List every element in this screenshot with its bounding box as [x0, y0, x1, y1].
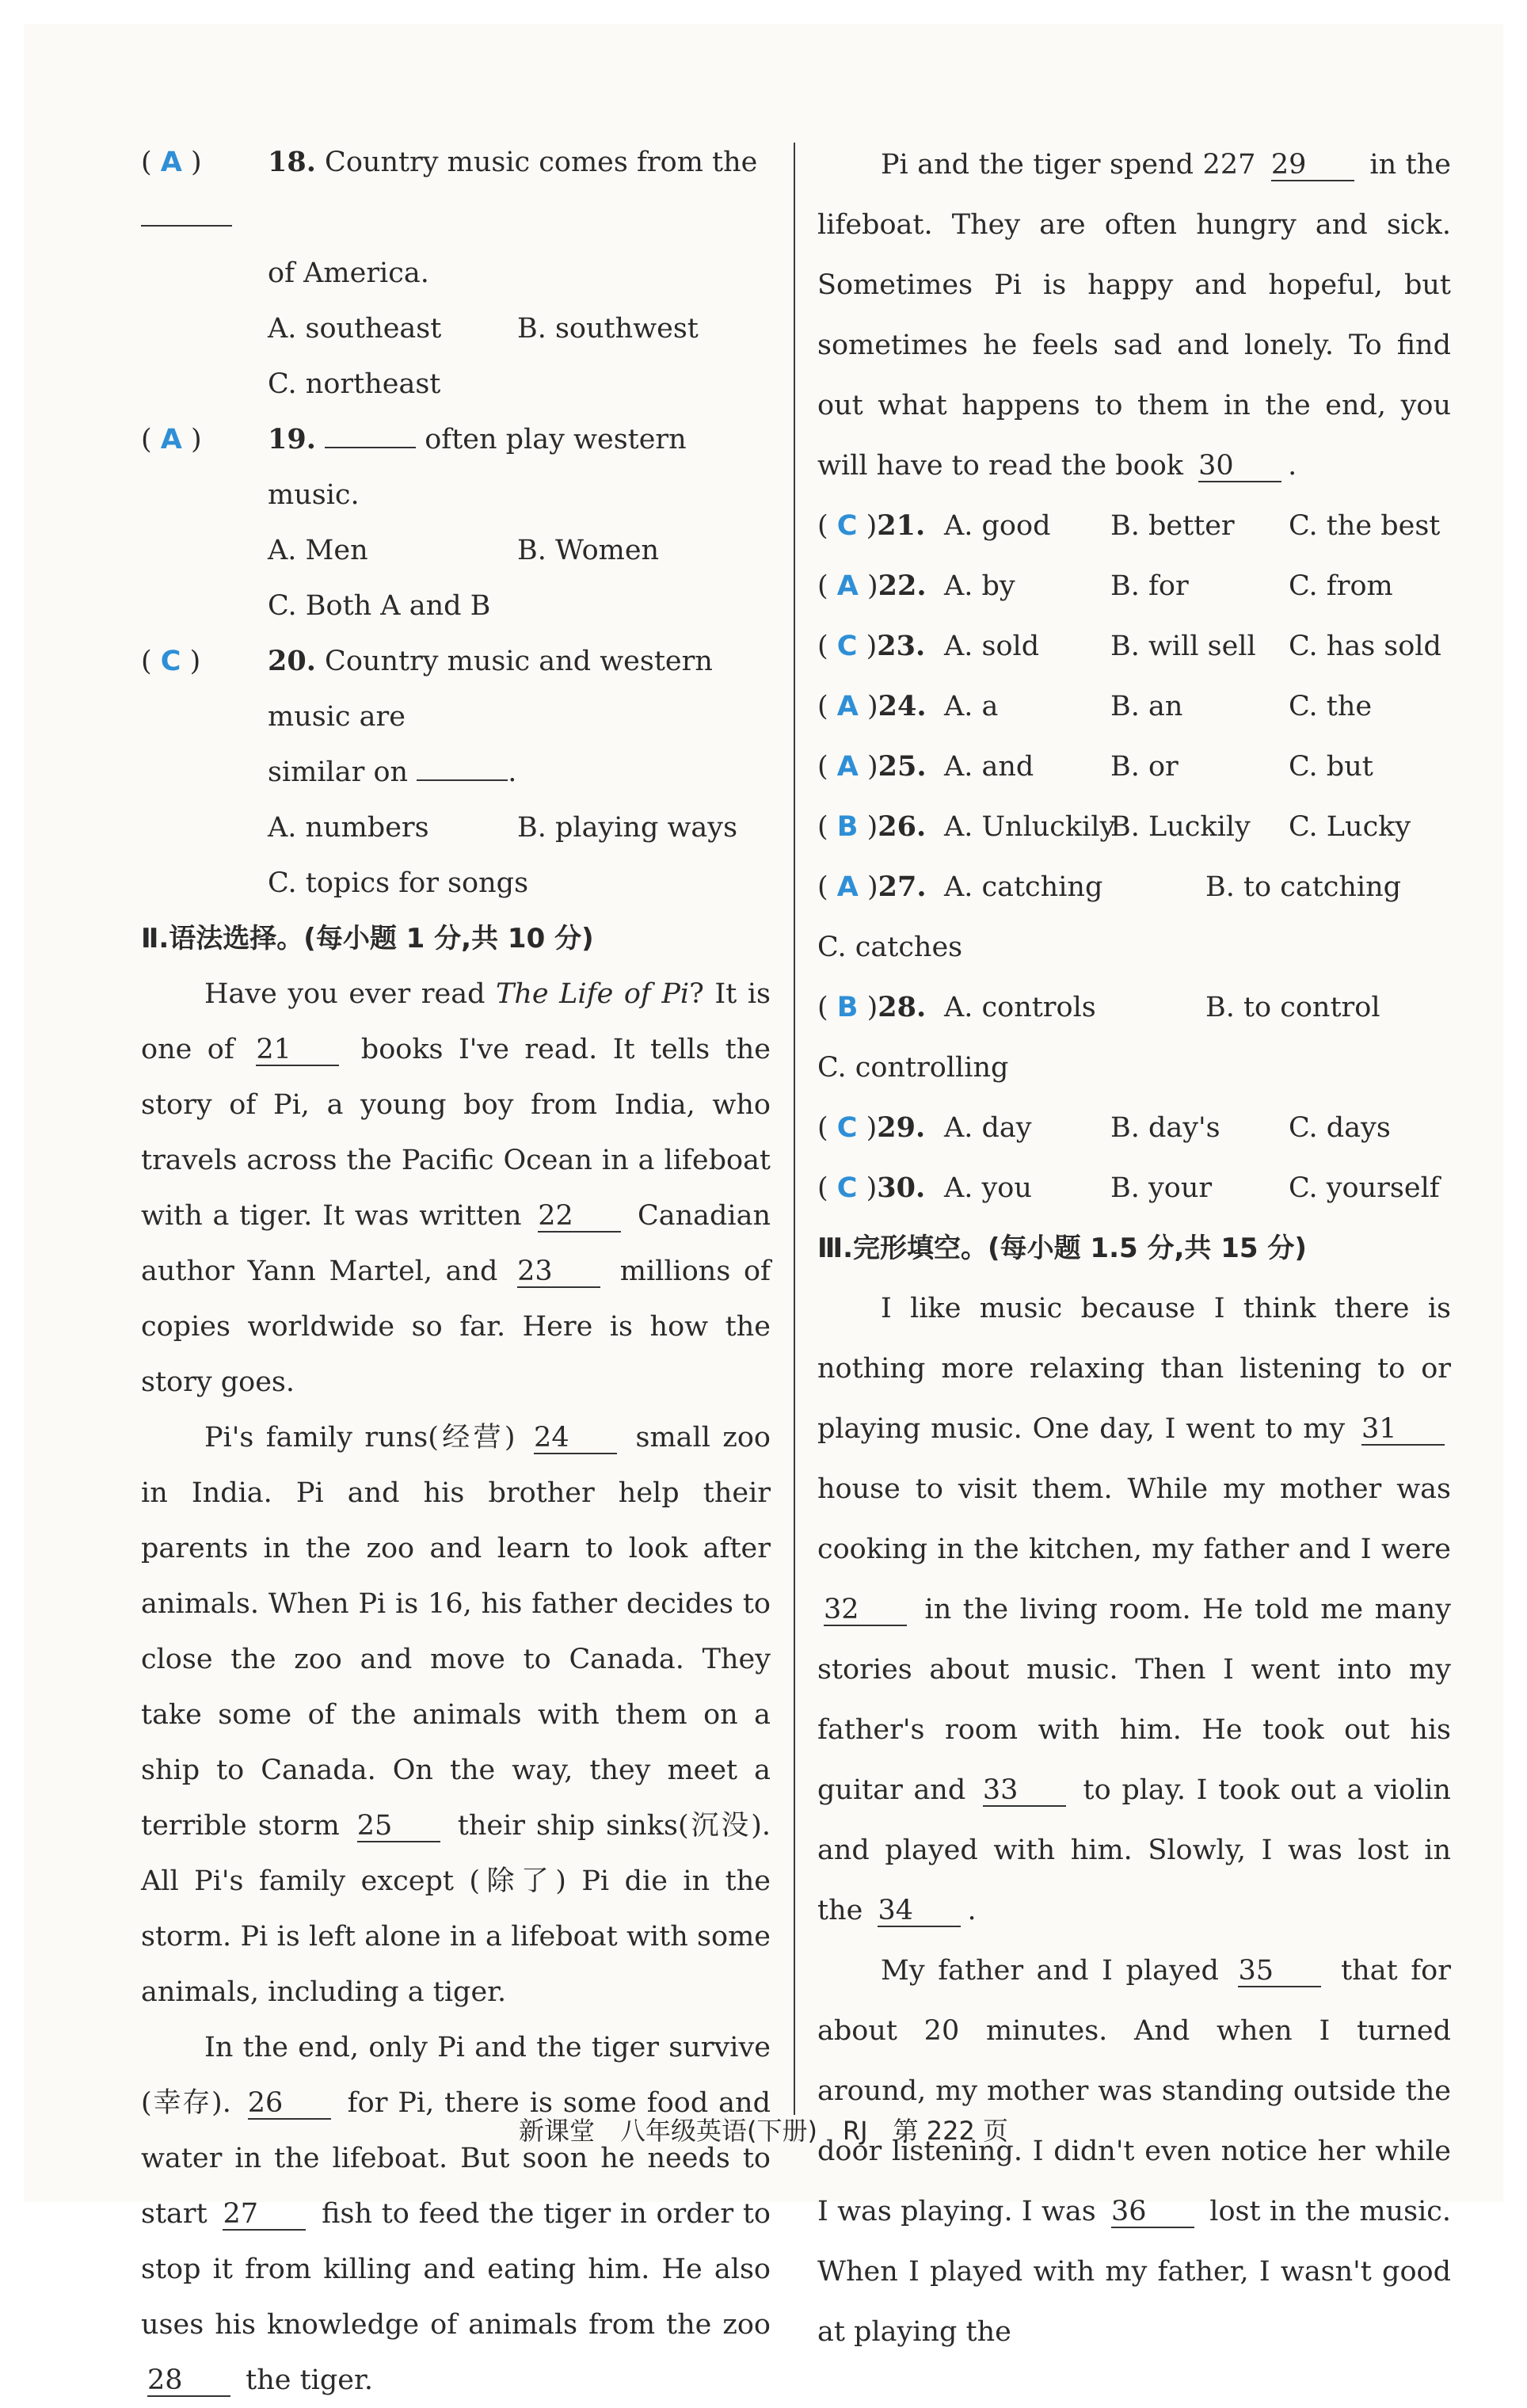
- passage-paragraph: My father and I played 35 that for about 20 minutes. And when I turned around, my mother was standing outside the door listening. I didn't even notice her while I was playing. I was 36 lost in the music. When I played with my father, I wasn't good at playing the: [817, 1955, 1451, 2348]
- options: [141, 800, 771, 911]
- question-20: ( C ) 20. Country music and western music are similar on .: [141, 634, 771, 800]
- blank-22: 22: [538, 1201, 621, 1233]
- answer-mark: C: [836, 1172, 858, 1204]
- blank: [325, 423, 416, 448]
- passage-paragraph: Pi and the tiger spend 227 29 in the lifeboat. They are often hungry and sick. Sometimes Pi is happy and hopeful, but sometimes he feels sad and lonely. To find out what happens to them in the end, you will have to read the book 30 .: [817, 149, 1451, 482]
- answer-row: ( A )24. A. a B. an C. the: [817, 690, 1373, 722]
- passage-paragraph: Have you ever read The Life of Pi? It is one of 21 books I've read. It tells the story of Pi, a young boy from India, who travels across the Pacific Ocean in a lifeboat with a tiger. It was written 22 Canadian author Yann Martel, and 23 millions of copies worldwide so far. Here is how the story goes.: [141, 978, 771, 1398]
- passage-paragraph: Pi's family runs(经营) 24 small zoo in India. Pi and his brother help their parents in the zoo and learn to look after animals. When Pi is 16, his father decides to close the zoo and move to Canada. They take some of the animals with them on a ship to Canada. On the way, they meet a terrible storm 25 their ship sinks(沉没). All Pi's family except (除了) Pi die in the storm. Pi is left alone in a lifeboat with some animals, including a tiger.: [141, 1422, 771, 2008]
- answer-row: ( C )21. A. good B. better C. the best: [817, 509, 1441, 542]
- passage-paragraph: I like music because I think there is nothing more relaxing than listening to or playing music. One day, I went to my 31 house to visit them. While my mother was cooking in the kitchen, my father and I were 32 in the living room. He told me many stories about music. Then I went into my father's room with him. He took out his guitar and 33 to play. I took out a violin and played with him. Slowly, I was lost in the 34 .: [817, 1293, 1451, 1926]
- blank-27: 27: [223, 2199, 306, 2231]
- answer-row: ( C )29. A. day B. day's C. days: [817, 1111, 1391, 1144]
- option: B. Women: [517, 535, 660, 566]
- blank-29: 29: [1271, 150, 1354, 181]
- options: [141, 523, 771, 634]
- option: C. topics for songs: [268, 867, 529, 899]
- option: C. northeast: [268, 368, 441, 400]
- answer-mark: A: [836, 871, 859, 903]
- answer-bracket: ( A ): [141, 147, 202, 178]
- blank-28: 28: [147, 2365, 230, 2397]
- page-footer: 新课堂 八年级英语(下册) RJ 第 222 页: [518, 2116, 1009, 2146]
- answer-mark: A: [160, 147, 182, 178]
- question-18: ( A ) 18. Country music comes from the of America.: [141, 135, 771, 301]
- answer-mark: B: [836, 811, 859, 843]
- answer-mark: A: [160, 424, 182, 455]
- answer-bracket: ( C ): [141, 646, 201, 677]
- answer-row: ( A )22. A. by B. for C. from: [817, 570, 1393, 602]
- section-heading-cloze: Ⅲ.完形填空。(每小题 1.5 分,共 15 分): [817, 1233, 1307, 1264]
- answer-row: ( A )27. A. catching B. to catching: [817, 871, 1402, 903]
- blank-26: 26: [248, 2088, 331, 2120]
- answer-mark: A: [836, 691, 859, 722]
- blank-21: 21: [256, 1034, 339, 1066]
- option: A. southeast: [268, 313, 442, 345]
- answer-row: ( A )25. A. and B. or C. but: [817, 750, 1373, 783]
- answer-row-continued: C. catches: [817, 932, 963, 963]
- option: A. Men: [268, 535, 368, 566]
- blank-33: 33: [983, 1775, 1066, 1807]
- answer-mark: C: [836, 1112, 858, 1144]
- section-heading-grammar: Ⅱ.语法选择。(每小题 1 分,共 10 分): [141, 923, 594, 954]
- book-title: The Life of Pi: [496, 978, 690, 1010]
- answer-row-continued: C. controlling: [817, 1052, 1009, 1084]
- option: C. Both A and B: [268, 590, 491, 622]
- blank-24: 24: [534, 1423, 617, 1454]
- blank-31: 31: [1361, 1414, 1445, 1446]
- blank: [141, 201, 232, 227]
- blank-25: 25: [357, 1811, 440, 1842]
- right-column: [817, 135, 1451, 2362]
- option: B. playing ways: [517, 812, 738, 844]
- answer-row: ( B )26. A. UnluckilyB. Luckily C. Lucky: [817, 810, 1411, 843]
- question-19: ( A ) 19. often play western music.: [141, 412, 771, 523]
- blank-36: 36: [1111, 2197, 1194, 2228]
- left-column: [141, 135, 771, 2408]
- blank-35: 35: [1238, 1956, 1321, 1987]
- answer-mark: C: [836, 510, 858, 542]
- column-divider: [794, 143, 795, 2115]
- option: A. numbers: [268, 812, 429, 844]
- answer-mark: C: [160, 646, 181, 677]
- options: [141, 301, 771, 412]
- blank: [417, 756, 508, 781]
- answer-row: ( C )30. A. you B. your C. yourself: [817, 1172, 1440, 1204]
- answer-row: ( C )23. A. sold B. will sell C. has sold: [817, 630, 1441, 662]
- blank-23: 23: [517, 1256, 600, 1288]
- passage-paragraph: In the end, only Pi and the tiger survive (幸存). 26 for Pi, there is some food and water in the lifeboat. But soon he needs to start 27 fish to feed the tiger in order to stop it from killing and eating him. He also uses his knowledge of animals from the zoo 28 the tiger.: [141, 2032, 771, 2396]
- blank-30: 30: [1198, 451, 1281, 482]
- answer-mark: A: [836, 570, 859, 602]
- blank-32: 32: [824, 1595, 907, 1626]
- page: [24, 24, 1503, 2396]
- answer-mark: B: [836, 992, 859, 1023]
- answer-bracket: ( A ): [141, 424, 202, 455]
- answer-mark: C: [836, 631, 858, 662]
- answer-mark: A: [836, 751, 859, 783]
- blank-34: 34: [878, 1896, 961, 1927]
- option: B. southwest: [517, 313, 699, 345]
- answer-row: ( B )28. A. controls B. to control: [817, 991, 1380, 1023]
